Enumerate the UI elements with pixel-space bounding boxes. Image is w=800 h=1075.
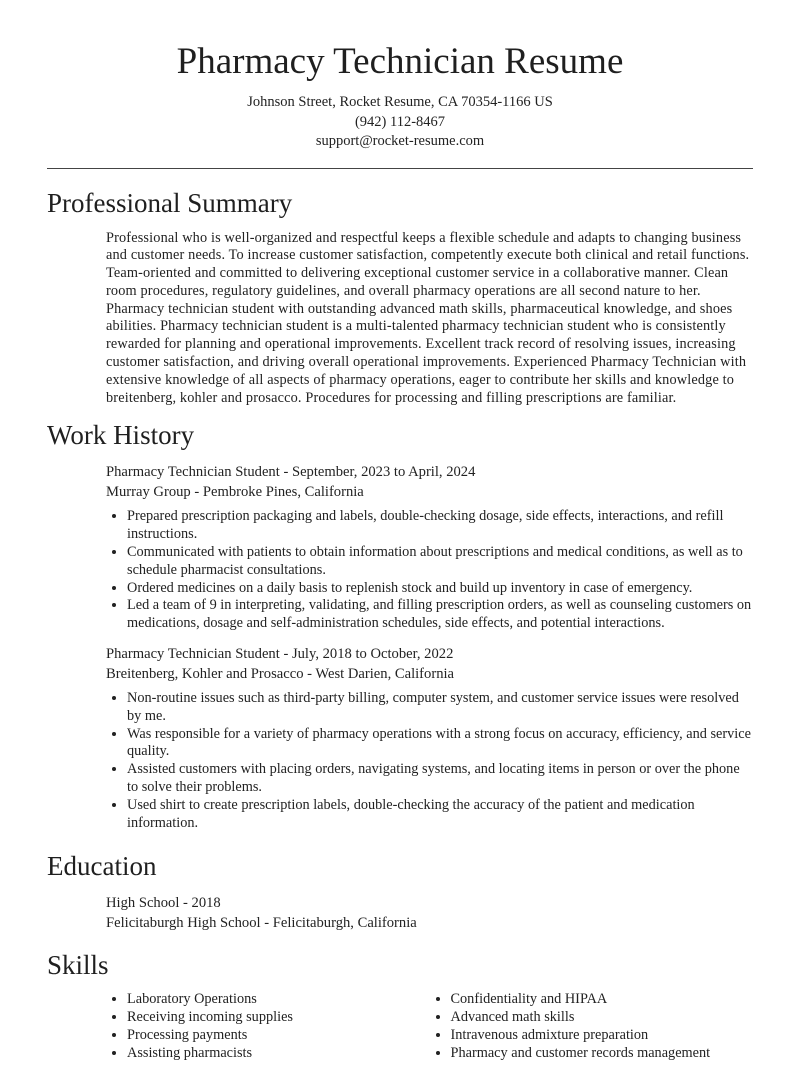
phone: (942) 112-8467 [354,113,446,130]
skill-item: • Advanced math skills [451,1009,754,1027]
job-title: Pharmacy Technician Student [106,646,280,663]
company: Breitenberg, Kohler and Prosacco [106,665,304,682]
contact-info [47,93,753,152]
job-bullet: • Communicated with patients to obtain information about prescriptions and medical conditions, as well as to schedule pharmacist consultations. [127,544,753,580]
skill-item: • Receiving incoming supplies [127,1009,430,1027]
job-dates: - July, 2018 to October, 2022 [279,646,454,663]
skills-left [106,991,430,1062]
job-bullet: • Was responsible for a variety of pharmacy operations with a strong focus on accuracy, efficiency, and service quality. [127,726,753,762]
section-heading-skills: Skills [47,950,109,981]
address: Johnson Street, Rocket Resume, CA 70354-1166 US [247,94,553,110]
job-bullets [106,690,753,832]
job-bullet: • Non-routine issues such as third-party billing, computer system, and customer service issues were resolved by me. [127,690,753,726]
job-bullet: • Ordered medicines on a daily basis to replenish stock and build up inventory in case of emergency. [127,580,753,598]
school: Felicitaburgh High School [106,914,261,931]
summary-text: Professional who is well-organized and respectful keeps a flexible schedule and adapts to changing business and customer needs. To increase customer satisfaction, competently execute both clinical and retail functions. Team-oriented and committed to delivering exceptional customer service in a collaborative manner. Clean room procedures, regulatory guidelines, and overall pharmacy operations are all second nature to her. Pharmacy technician student with outstanding advanced math skills, pharmaceutical knowledge, and shoes abilities. Pharmacy technician student is a multi-talented pharmacy technician student who is consistently rewarded for planning and operational improvements. Excellent track record of resolving issues, increasing customer satisfaction, and driving overall operational improvements. Experienced Pharmacy Technician with extensive knowledge of all aspects of pharmacy operations, eager to contribute her skills and knowledge to breitenberg, kohler and prosacco. Procedures for processing and filling prescriptions are familiar. [106,229,750,406]
degree: High School [106,895,180,912]
section-heading-summary: Professional Summary [47,187,293,218]
work-history [47,463,753,832]
education-entry [47,894,753,933]
skill-item: • Assisting pharmacists [127,1045,430,1063]
job-bullet: • Prepared prescription packaging and labels, double-checking dosage, side effects, interactions, and refill instructions. [127,508,753,544]
job-location: - West Darien, California [303,665,455,682]
job-bullet: • Used shirt to create prescription labels, double-checking the accuracy of the patient and medication information. [127,797,753,833]
job-entry [106,463,753,633]
divider [47,168,753,169]
job-dates: - September, 2023 to April, 2024 [279,464,476,481]
job-title: Pharmacy Technician Student [106,464,280,481]
skill-item: • Intravenous admixture preparation [451,1027,754,1045]
job-location: - Pembroke Pines, California [190,483,364,500]
skills-right [430,991,754,1062]
resume-title: Pharmacy Technician Resume [176,41,624,82]
section-heading-work: Work History [47,420,195,451]
skill-item: • Processing payments [127,1027,430,1045]
edu-year: - 2018 [179,895,221,912]
job-bullet: • Led a team of 9 in interpreting, validating, and filling prescription orders, as well as counseling customers on medications, dosage and self-administration schedules, side effects, and potential interactions. [127,597,753,633]
company: Murray Group [106,483,191,500]
job-bullets [106,508,753,633]
school-location: - Felicitaburgh, California [260,914,417,931]
email: support@rocket-resume.com [315,133,485,149]
job-bullet: • Assisted customers with placing orders, navigating systems, and locating items in person or over the phone to solve their problems. [127,761,753,797]
skills-list [47,987,753,1074]
skill-item: • Pharmacy and customer records management [451,1045,754,1063]
section-heading-education: Education [47,851,157,882]
skill-item: • Confidentiality and HIPAA [451,991,754,1009]
job-entry [106,645,753,832]
skill-item: • Laboratory Operations [127,991,430,1009]
